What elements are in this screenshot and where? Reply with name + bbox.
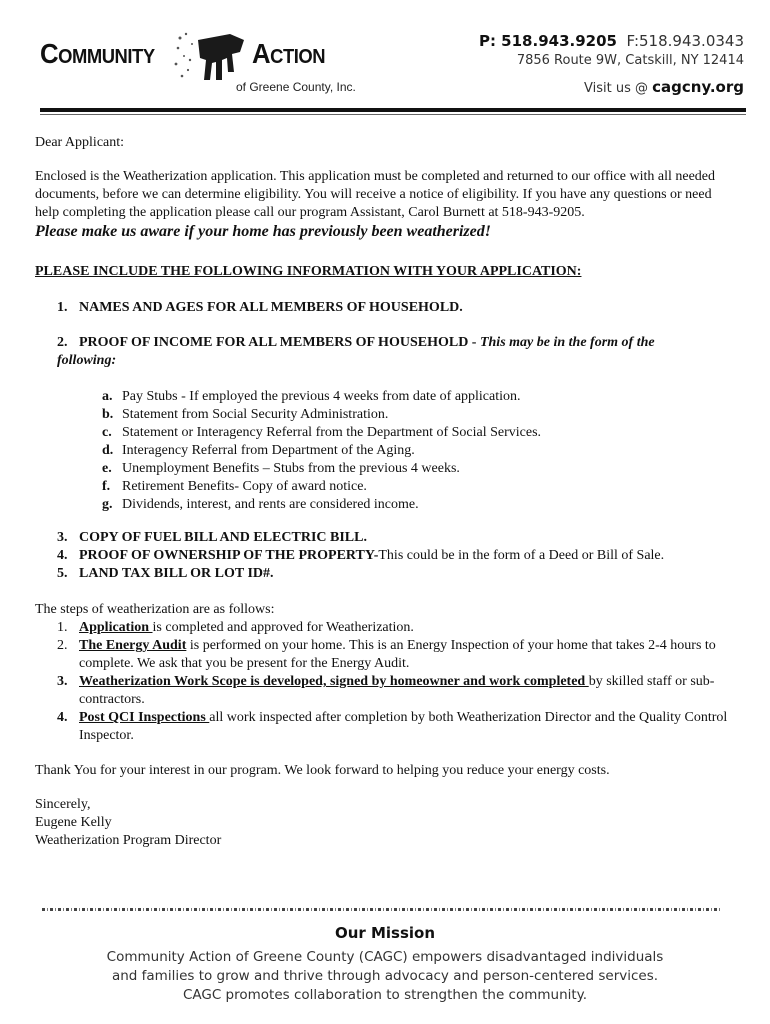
signature-block (35, 796, 221, 850)
steps-list (57, 619, 747, 745)
visit-prefix: Visit us @ (584, 81, 648, 96)
logo-word-community: Community (40, 38, 155, 69)
item-number: 1. (57, 300, 68, 315)
step-item: 4. Post QCI Inspections all work inspected after completion by both Weatherization Director and the Quality Control Inspector. (57, 710, 728, 743)
item-text: NAMES AND AGES FOR ALL MEMBERS OF HOUSEHOLD. (79, 300, 463, 315)
visit-line (584, 78, 744, 96)
requirement-item-3: 3. COPY OF FUEL BILL AND ELECTRIC BILL. (57, 530, 367, 545)
requirement-item-2 (57, 334, 717, 370)
hand-logo-icon (172, 30, 252, 86)
thank-you-line: Thank You for your interest in our program. We look forward to helping you reduce your energy costs. (35, 763, 610, 778)
signer-name: Eugene Kelly (35, 815, 112, 830)
footer-divider (42, 908, 722, 911)
step-item: 1. Application is completed and approved for Weatherization. (57, 620, 414, 635)
intro-paragraph: Enclosed is the Weatherization application. This application must be completed and returned to our office with all needed documents, before we can determine eligibility. You will receive a notice of eligibility. If you have any questions or need help completing the application please call our program Assistant, Carol Burnett at 518-943-9205. (35, 169, 715, 220)
requirement-item-4: 4. PROOF OF OWNERSHIP OF THE PROPERTY-This could be in the form of a Deed or Bill of Sale. (57, 548, 665, 563)
website-link[interactable]: cagcny.org (652, 78, 744, 96)
step-item: 3. Weatherization Work Scope is developed, signed by homeowner and work completed by skilled staff or sub-contractors. (57, 674, 715, 707)
list-item: b. Statement from Social Security Administration. (102, 407, 389, 422)
list-item: d. Interagency Referral from Department of the Aging. (102, 443, 415, 458)
requirement-item-1 (57, 299, 463, 317)
phone-fax-line (479, 32, 744, 50)
previously-weatherized-note: Please make us aware if your home has previously been weatherized! (35, 223, 491, 240)
signer-title: Weatherization Program Director (35, 833, 222, 848)
requirement-item-5: 5. LAND TAX BILL OR LOT ID#. (57, 566, 274, 581)
mission-text: Community Action of Greene County (CAGC) empowers disadvantaged individuals and families to grow and thrive through advocacy and person-centered services. CAGC promotes collaboration to strengthen the community. (106, 949, 664, 1003)
list-item: e. Unemployment Benefits – Stubs from the previous 4 weeks. (102, 461, 460, 476)
step-item: 2. The Energy Audit is performed on your home. This is an Energy Inspection of your home that takes 2-4 hours to complete. We ask that you be present for the Energy Audit. (57, 638, 716, 671)
mission-title: Our Mission (334, 924, 436, 942)
list-item: a. Pay Stubs - If employed the previous 4 weeks from date of application. (102, 389, 521, 404)
steps-intro: The steps of weatherization are as follows: (35, 602, 275, 617)
header-rule (40, 108, 746, 112)
greeting: Dear Applicant: (35, 135, 125, 150)
list-item: c. Statement or Interagency Referral from the Department of Social Services. (102, 425, 542, 440)
income-proof-list (102, 388, 541, 514)
list-item: f. Retirement Benefits- Copy of award notice. (102, 479, 367, 494)
item-number: 2. (57, 335, 68, 350)
logo (40, 30, 360, 96)
item-text: PROOF OF INCOME FOR ALL MEMBERS OF HOUSEHOLD - (79, 335, 480, 350)
address: 7856 Route 9W, Catskill, NY 12414 (516, 53, 744, 68)
logo-subtitle: of Greene County, Inc. (236, 80, 356, 94)
item-note: This may be in the form of the following: (57, 335, 655, 368)
closing: Sincerely, (35, 797, 91, 812)
phone-number: P: 518.943.9205 (478, 32, 617, 50)
header-rule-thin (40, 114, 746, 115)
logo-word-action: Action (252, 38, 326, 69)
list-item: g. Dividends, interest, and rents are considered income. (102, 497, 419, 512)
requirement-items-3-5 (57, 529, 664, 583)
fax-number: F:518.943.0343 (626, 32, 744, 50)
include-heading: PLEASE INCLUDE THE FOLLOWING INFORMATION WITH YOUR APPLICATION: (35, 264, 582, 279)
